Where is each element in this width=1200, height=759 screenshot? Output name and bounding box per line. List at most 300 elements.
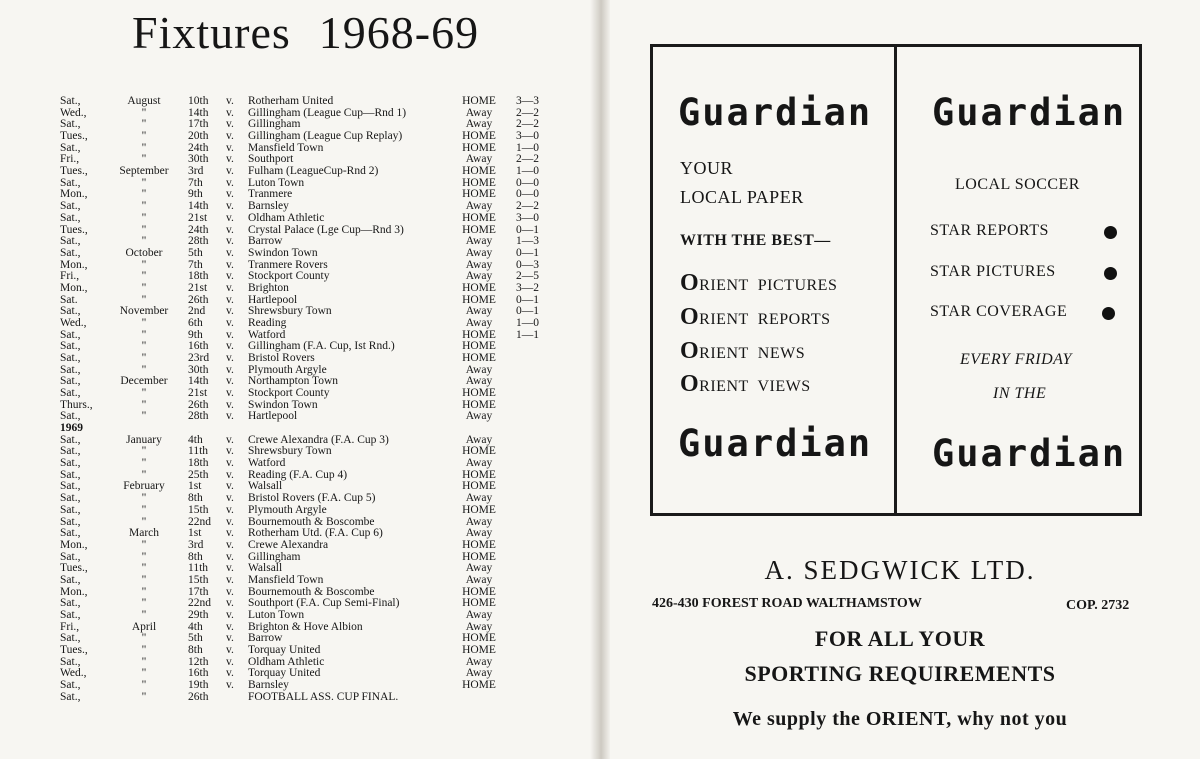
fixture-month: " [141,550,147,563]
fixture-date: 24th [188,141,209,154]
fixture-day: Sat., [60,457,81,470]
fixture-date: 11th [188,445,209,458]
orient-rest: RIENT [699,378,749,395]
fixture-score: 2—5 [516,270,539,283]
fixture-date: 24th [188,223,209,236]
fixture-day: Wed., [60,316,87,329]
fixture-venue: Away [465,667,493,680]
fixture-day: Sat., [60,608,81,621]
fixture-venue: HOME [462,550,496,563]
fixture-row [0,130,598,142]
fixture-day: Tues., [60,562,88,575]
fixture-venue: HOME [462,141,496,154]
fixture-day: Sat., [60,527,81,540]
fixture-day: Sat., [60,690,81,703]
guardian-with-the-best: WITH THE BEST— [680,232,831,249]
fixture-month: " [141,258,147,271]
fixture-versus: v. [226,95,234,107]
fixtures-title-season: 1968-69 [318,7,480,58]
star-coverage: STAR COVERAGE [930,303,1068,320]
fixture-opponent: Shrewsbury Town [248,445,332,458]
fixture-venue: HOME [462,188,496,201]
fixture-venue: HOME [462,538,496,551]
fixture-score: 1—0 [516,165,539,178]
fixture-versus: v. [226,305,234,318]
fixture-month: October [125,246,163,259]
fixture-venue: HOME [462,679,496,691]
fixture-date: 14th [188,106,209,119]
fixture-row [0,235,598,247]
fixture-day: Sat., [60,515,81,528]
fixture-row [0,352,598,364]
fixture-versus: v. [226,597,234,610]
fixture-month: " [141,200,147,213]
fixture-date: 14th [188,200,209,213]
fixture-day: Sat., [60,679,81,691]
orient-rest: RIENT [699,345,749,362]
fixture-venue: Away [465,235,493,248]
fixture-row [0,422,598,434]
fixture-opponent: Shrewsbury Town [248,305,332,318]
fixture-month: " [141,281,147,294]
fixture-row [0,562,598,574]
orient-rest: RIENT [699,277,749,294]
sedgwick-name: A. SEDGWICK LTD. [764,555,1036,585]
fixture-date: 30th [188,363,209,376]
fixture-venue: HOME [462,644,496,656]
fixture-opponent: Luton Town [248,608,305,621]
orient-item: VIEWS [757,378,811,395]
orient-views [680,371,811,398]
fixture-day: Sat., [60,597,81,610]
fixture-score: 1—0 [516,316,539,329]
fixture-day: Tues., [60,644,88,656]
fixture-day: Sat., [60,433,81,446]
fixture-versus: v. [226,667,234,680]
fixture-row [0,340,598,352]
fixture-row [0,527,598,539]
fixture-opponent: Gillingham (F.A. Cup, Ist Rnd.) [248,340,395,353]
fixture-month: " [141,585,147,598]
orient-initial: O [680,371,700,397]
fixture-venue: HOME [462,130,496,142]
fixture-venue: Away [465,363,493,376]
fixture-month: " [141,538,147,551]
fixtures-title-word: Fixtures [132,7,291,58]
fixture-day: Sat., [60,95,81,107]
fixture-month: February [123,480,165,493]
fixture-opponent: Bristol Rovers [248,352,315,364]
fixture-month: January [126,433,162,446]
fixture-versus: v. [226,527,234,540]
fixture-opponent: Southport (F.A. Cup Semi-Final) [248,597,400,610]
fixture-row [0,317,598,329]
fixture-month: " [141,690,147,703]
fixture-day: Sat., [60,363,81,376]
fixture-versus: v. [226,503,234,516]
fixture-score: 0—0 [516,176,539,189]
fixture-venue: HOME [462,328,496,341]
fixture-versus: v. [226,293,234,306]
fixture-opponent: Barnsley [248,200,289,213]
fixture-opponent: Bristol Rovers (F.A. Cup 5) [248,492,376,505]
fixture-row [0,399,598,411]
fixture-venue: HOME [462,281,496,294]
fixture-venue: Away [465,562,493,575]
fixture-versus: v. [226,363,234,376]
fixture-opponent: Mansfield Town [248,141,324,154]
fixture-score: 1—1 [516,328,539,341]
fixture-day: Fri., [60,270,80,283]
fixture-venue: HOME [462,597,496,610]
orient-initial: O [680,304,700,330]
fixture-row [0,445,598,457]
fixture-date: 6th [188,316,203,329]
fixture-score: 1—0 [516,141,539,154]
fixture-day: Mon., [60,281,88,294]
fixture-day: Sat., [60,305,81,318]
fixture-date: 8th [188,550,203,563]
fixture-versus: v. [226,246,234,259]
fixture-row [0,188,598,200]
fixture-row [0,95,598,107]
fixture-venue: HOME [462,585,496,598]
fixture-date: 9th [188,188,203,201]
fixture-score: 2—2 [516,118,539,131]
fixture-venue: HOME [462,95,496,107]
fixtures-list [0,0,598,759]
fixture-date: 28th [188,410,209,423]
fixture-opponent: Gillingham [248,550,301,563]
fixture-row [0,609,598,621]
fixture-month: " [141,328,147,341]
fixture-opponent: Reading (F.A. Cup 4) [248,468,348,481]
fixture-day: Sat., [60,246,81,259]
fixture-opponent: Tranmere [248,188,293,201]
sedgwick-address: 426-430 FOREST ROAD WALTHAMSTOW [652,596,922,611]
fixture-month: " [141,211,147,224]
orient-reports [680,304,831,331]
fixture-versus: v. [226,550,234,563]
fixture-day: Sat., [60,632,81,645]
guardian-local-paper: LOCAL PAPER [680,187,804,207]
fixture-opponent: Rotherham Utd. (F.A. Cup 6) [248,527,383,540]
fixture-month: " [141,597,147,610]
fixture-versus: v. [226,270,234,283]
fixture-month: " [141,655,147,668]
fixture-row [0,574,598,586]
fixture-opponent: Tranmere Rovers [248,258,328,271]
fixture-row [0,469,598,481]
fixture-opponent: Stockport County [248,270,330,283]
guardian-masthead-top-right: Guardian [932,91,1127,134]
orient-item: PICTURES [757,277,838,294]
fixture-date: 3rd [188,538,204,551]
fixture-venue: Away [465,270,493,283]
fixture-row [0,224,598,236]
fixture-opponent: Crewe Alexandra (F.A. Cup 3) [248,433,389,446]
fixture-opponent: Hartlepool [248,410,298,423]
fixture-score: 0—1 [516,223,539,236]
fixture-versus: v. [226,340,234,353]
fixture-opponent: Reading [248,316,287,329]
fixture-versus: v. [226,200,234,213]
fixture-day: Sat., [60,410,81,423]
fixture-row [0,667,598,679]
fixture-versus: v. [226,235,234,248]
fixture-opponent: Northampton Town [248,375,339,388]
fixture-row [0,539,598,551]
fixture-versus: v. [226,328,234,341]
fixture-day: Tues., [60,165,88,178]
fixture-versus: v. [226,258,234,271]
fixture-row [0,457,598,469]
orient-item: REPORTS [757,311,831,328]
fixture-row [0,504,598,516]
fixture-date: 22nd [188,597,211,610]
fixture-versus: v. [226,141,234,154]
fixture-day: Wed., [60,106,87,119]
fixture-date: 21st [188,211,208,224]
star-pictures: STAR PICTURES [930,263,1056,280]
fixture-row [0,177,598,189]
fixture-opponent: Barnsley [248,679,289,691]
fixture-venue: Away [465,153,493,166]
fixture-versus: v. [226,644,234,656]
fixture-month: September [119,165,169,178]
fixture-score: 1—3 [516,235,539,248]
fixture-day: Sat., [60,118,81,131]
fixture-versus: v. [226,433,234,446]
orient-item: NEWS [757,345,806,362]
guardian-local-soccer: LOCAL SOCCER [955,176,1080,193]
fixture-date: 16th [188,340,209,353]
fixture-opponent: Barrow [248,235,283,248]
fixture-row [0,656,598,668]
fixture-score: 0—1 [516,305,539,318]
fixture-row [0,165,598,177]
fixture-versus: v. [226,620,234,633]
fixture-row [0,632,598,644]
fixture-opponent: Swindon Town [248,246,318,259]
fixture-day: Sat., [60,468,81,481]
orient-pictures [680,270,837,297]
fixture-month: " [141,363,147,376]
fixture-venue: HOME [462,468,496,481]
fixture-row [0,434,598,446]
bullet-icon [1104,226,1117,239]
fixture-row [0,551,598,563]
fixture-month: " [141,235,147,248]
fixture-date: 21st [188,387,208,399]
fixture-opponent: Watford [248,328,286,341]
fixture-versus: v. [226,655,234,668]
fixture-opponent: Gillingham (League Cup Replay) [248,130,403,142]
fixture-versus: v. [226,515,234,528]
fixture-opponent: Bournemouth & Boscombe [248,585,375,598]
fixture-row [0,410,598,422]
fixture-month: " [141,293,147,306]
fixture-month: " [141,387,147,399]
fixture-row [0,644,598,656]
fixture-row [0,200,598,212]
fixture-versus: v. [226,538,234,551]
fixture-score: 0—0 [516,188,539,201]
fixture-row [0,621,598,633]
fixture-date: 1st [188,480,202,493]
fixture-opponent: FOOTBALL ASS. CUP FINAL. [248,690,399,703]
fixture-versus: v. [226,153,234,166]
fixture-score: 0—1 [516,246,539,259]
fixture-opponent: Stockport County [248,387,330,399]
guardian-your: YOUR [680,158,734,178]
guardian-masthead-top-left: Guardian [678,91,873,134]
fixture-venue: HOME [462,352,496,364]
fixture-opponent: Bournemouth & Boscombe [248,515,375,528]
guardian-masthead-bottom-left: Guardian [678,422,873,465]
fixture-date: 29th [188,608,209,621]
fixture-row [0,679,598,691]
fixture-opponent: Gillingham (League Cup—Rnd 1) [248,106,407,119]
fixture-month: " [141,118,147,131]
fixture-date: 15th [188,503,209,516]
fixture-date: 3rd [188,165,204,178]
fixture-versus: v. [226,118,234,131]
fixture-versus: v. [226,387,234,399]
fixture-date: 8th [188,492,203,505]
fixture-opponent: Watford [248,457,286,470]
fixture-versus: v. [226,130,234,142]
every-friday: EVERY FRIDAY [960,351,1072,368]
fixture-versus: v. [226,480,234,493]
fixture-month: " [141,457,147,470]
fixture-score: 0—1 [516,293,539,306]
fixture-month: " [141,106,147,119]
fixture-versus: v. [226,398,234,411]
fixture-row [0,586,598,598]
fixture-day: Sat., [60,492,81,505]
fixture-opponent: Torquay United [248,644,321,656]
fixture-date: 23rd [188,352,210,364]
fixture-year: 1969 [60,422,83,434]
fixture-venue: Away [465,527,493,540]
fixture-month: " [141,340,147,353]
orient-rest: RIENT [699,311,749,328]
fixture-venue: Away [465,246,493,259]
fixture-date: 5th [188,632,203,645]
fixture-venue: HOME [462,398,496,411]
fixture-day: Sat., [60,573,81,586]
fixture-month: " [141,515,147,528]
fixture-venue: Away [465,375,493,388]
fixture-date: 30th [188,153,209,166]
bullet-icon [1102,307,1115,320]
fixture-day: Mon., [60,258,88,271]
fixture-versus: v. [226,445,234,458]
fixture-month: " [141,223,147,236]
fixture-venue: Away [465,573,493,586]
fixture-month: March [128,527,159,540]
fixture-date: 5th [188,246,203,259]
fixture-month: " [141,573,147,586]
fixture-day: Sat. [60,293,78,306]
fixture-date: 21st [188,281,208,294]
fixture-versus: v. [226,457,234,470]
fixture-date: 20th [188,130,209,142]
fixture-row [0,329,598,341]
fixture-day: Mon., [60,538,88,551]
fixture-venue: Away [465,457,493,470]
fixture-month: " [141,352,147,364]
fixture-month: " [141,153,147,166]
fixture-versus: v. [226,176,234,189]
fixture-month: November [119,305,169,318]
fixture-versus: v. [226,468,234,481]
fixture-date: 9th [188,328,203,341]
fixture-opponent: Plymouth Argyle [248,363,327,376]
fixture-month: " [141,503,147,516]
fixture-date: 4th [188,433,203,446]
fixture-opponent: Crystal Palace (Lge Cup—Rnd 3) [248,223,404,236]
fixture-opponent: Mansfield Town [248,573,324,586]
fixture-score: 3—3 [516,95,539,107]
fixture-month: " [141,398,147,411]
fixture-date: 14th [188,375,209,388]
fixture-row [0,492,598,504]
fixture-opponent: Rotherham United [248,95,334,107]
fixture-day: Sat., [60,235,81,248]
fixture-day: Sat., [60,141,81,154]
orient-initial: O [680,270,700,296]
fixture-day: Tues., [60,223,88,236]
sedgwick-phone: COP. 2732 [1066,598,1130,613]
fixture-venue: HOME [462,632,496,645]
fixture-venue: Away [465,316,493,329]
fixture-opponent: Walsall [248,480,283,493]
fixture-venue: Away [465,258,493,271]
fixture-opponent: Barrow [248,632,283,645]
fixture-row [0,480,598,492]
fixture-venue: Away [465,305,493,318]
fixture-opponent: Fulham (LeagueCup-Rnd 2) [248,165,379,178]
fixture-month: " [141,130,147,142]
fixture-month: " [141,468,147,481]
fixture-row [0,691,598,703]
fixture-row [0,247,598,259]
fixture-day: Sat., [60,387,81,399]
in-the: IN THE [993,385,1047,402]
fixture-venue: HOME [462,211,496,224]
fixture-day: Sat., [60,352,81,364]
fixture-row [0,118,598,130]
fixture-date: 10th [188,95,209,107]
fixture-venue: Away [465,515,493,528]
fixture-date: 28th [188,235,209,248]
fixture-date: 18th [188,457,209,470]
fixture-month: " [141,644,147,656]
fixture-versus: v. [226,106,234,119]
fixture-opponent: Torquay United [248,667,321,680]
fixture-row [0,516,598,528]
bullet-icon [1104,267,1117,280]
fixture-date: 1st [188,527,202,540]
fixture-month: " [141,632,147,645]
fixture-opponent: Oldham Athletic [248,211,325,224]
fixture-versus: v. [226,410,234,423]
fixture-venue: Away [465,433,493,446]
fixture-day: Sat., [60,211,81,224]
fixture-opponent: Luton Town [248,176,305,189]
